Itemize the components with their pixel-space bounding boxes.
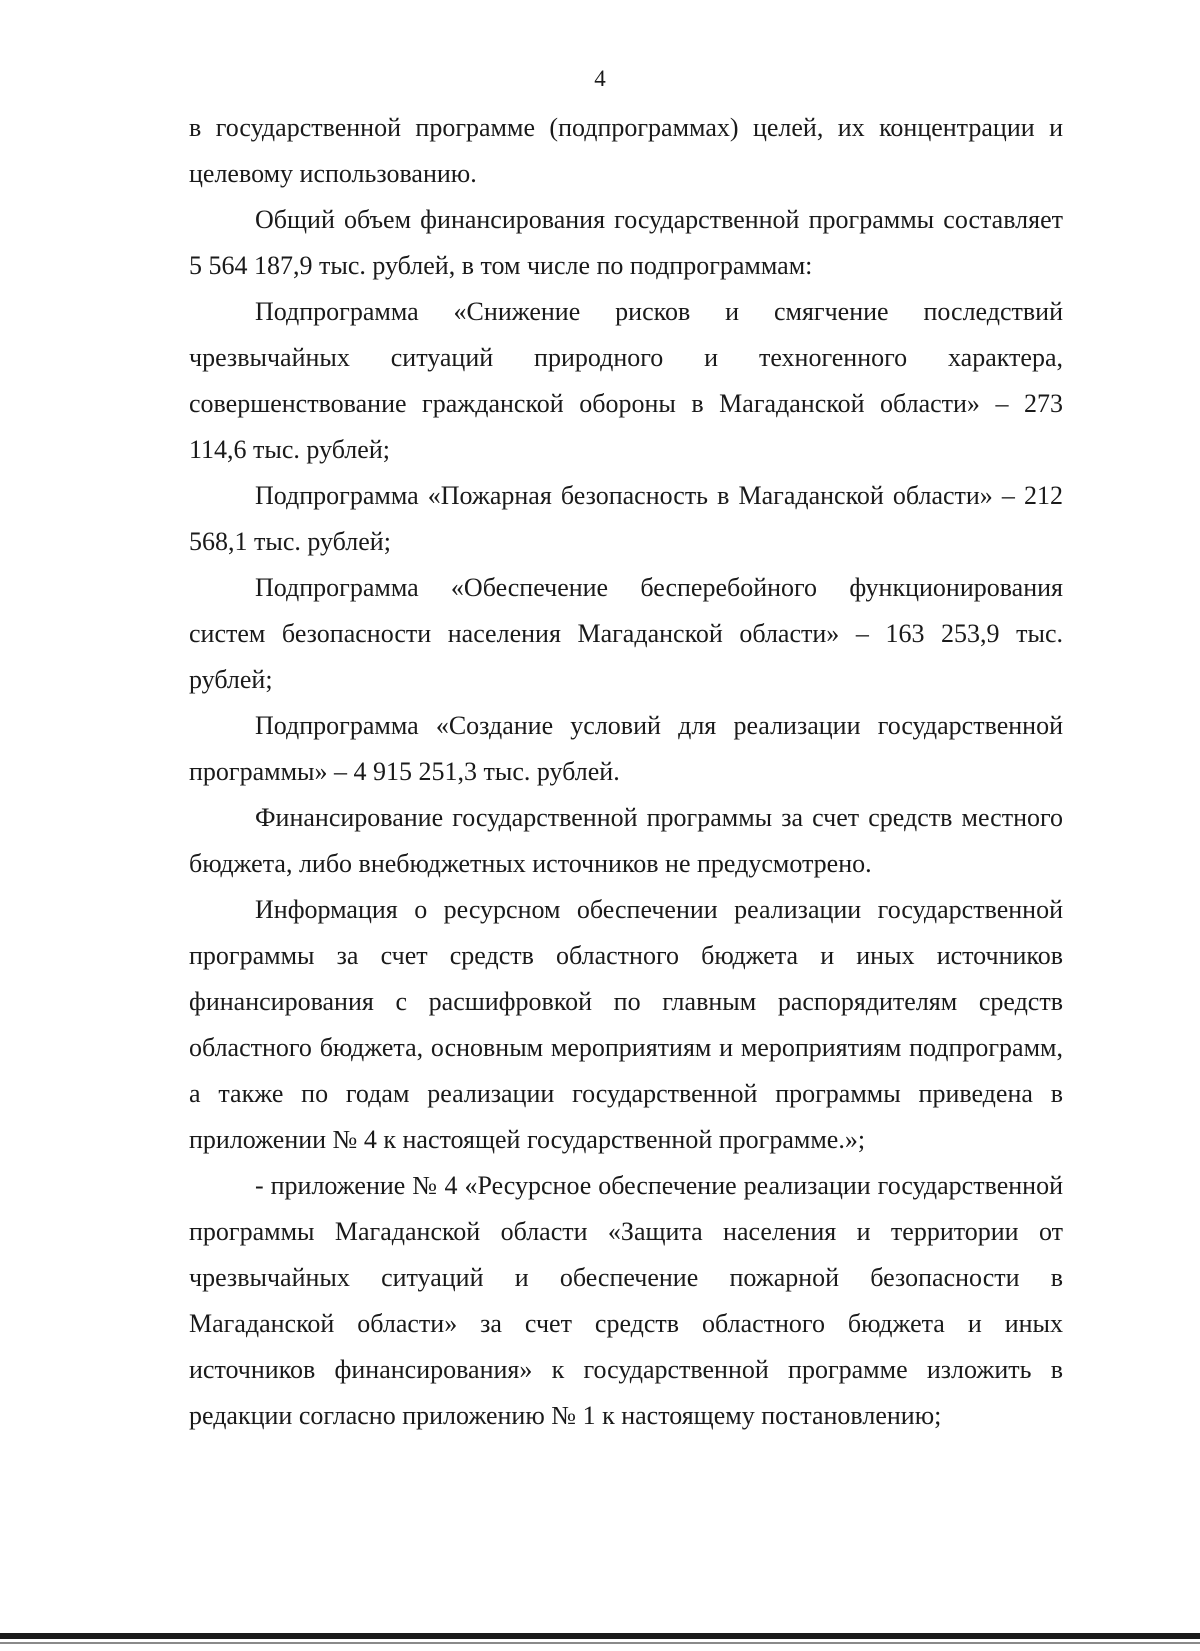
paragraph-resource-information: Информация о ресурсном обеспечении реализации государственной программы за счет средств областного бюджета и иных источников финансирования с расшифровкой по главным распорядителям средств областного бюджета, основным мероприятиям и мероприятиям подпрограмм, а также по годам реализации государственной программы приведена в приложении № 4 к настоящей государственной программе.»;: [189, 895, 1063, 1154]
paragraph-local-budget-note: Финансирование государственной программы за счет средств местного бюджета, либо внебюджетных источников не предусмотрено.: [189, 803, 1063, 878]
page-number: 4: [594, 66, 606, 91]
paragraph-appendix-4-amendment: - приложение № 4 «Ресурсное обеспечение реализации государственной программы Магаданской области «Защита населения и территории от чрезвычайных ситуаций и обеспечение пожарной безопасности в Магаданской области» за счет средств областного бюджета и иных источников финансирования» к государственной программе изложить в редакции согласно приложению № 1 к настоящему постановлению;: [189, 1171, 1063, 1430]
paragraph-subprogram-emergency-risks: Подпрограмма «Снижение рисков и смягчение последствий чрезвычайных ситуаций природного и техногенного характера, совершенствование гражданской обороны в Магаданской области» – 273 114,6 тыс. рублей;: [189, 297, 1063, 464]
paragraph-subprogram-fire-safety: Подпрограмма «Пожарная безопасность в Магаданской области» – 212 568,1 тыс. рублей;: [189, 481, 1063, 556]
bottom-scan-border: [0, 1633, 1200, 1639]
paragraph-continuation: в государственной программе (подпрограммах) целей, их концентрации и целевому использованию.: [189, 113, 1063, 188]
paragraph-subprogram-implementation-conditions: Подпрограмма «Создание условий для реализации государственной программы» – 4 915 251,3 тыс. рублей.: [189, 711, 1063, 786]
paragraph-subprogram-safety-systems: Подпрограмма «Обеспечение бесперебойного функционирования систем безопасности населения Магаданской области» – 163 253,9 тыс. рублей;: [189, 573, 1063, 694]
document-body: [189, 105, 1063, 1439]
paragraph-total-funding: Общий объем финансирования государственной программы составляет 5 564 187,9 тыс. рублей, в том числе по подпрограммам:: [189, 205, 1063, 280]
bottom-scan-border-shadow: [0, 1642, 1200, 1644]
